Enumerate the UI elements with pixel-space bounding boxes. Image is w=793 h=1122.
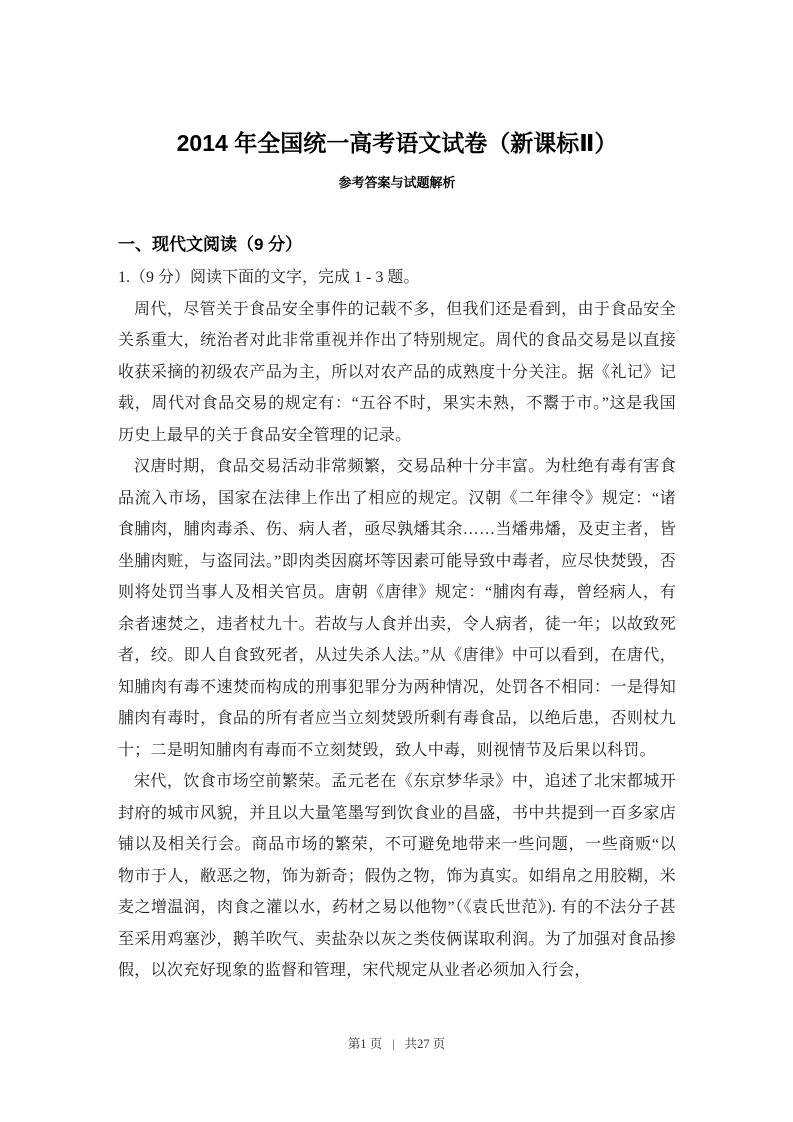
question-intro: 1.（9 分）阅读下面的文字，完成 1 - 3 题。 <box>118 269 420 286</box>
body-paragraph: 周代，尽管关于食品安全事件的记载不多，但我们还是看到，由于食品安全关系重大，统治者对此非常重视并作出了特别规定。周代的食品交易是以直接收获采摘的初级农产品为主，所以对农产品的成熟度十分关注。据《礼记》记载，周代对食品交易的规定有：“五谷不时，果实未熟，不鬻于市。”这是我国历史上最早的关于食品安全管理的记录。 <box>118 300 676 444</box>
body-paragraph: 汉唐时期，食品交易活动非常频繁，交易品种十分丰富。为杜绝有毒有害食品流入市场，国家在法律上作出了相应的规定。汉朝《二年律令》规定：“诸食脯肉，脯肉毒杀、伤、病人者，亟尽孰燔其余……当燔弗燔，及吏主者，皆坐脯肉赃，与盗同法。”即肉类因腐坏等因素可能导致中毒者，应尽快焚毁，否则将处罚当事人及相关官员。唐朝《唐律》规定：“脯肉有毒，曾经病人，有余者速焚之，违者杖九十。若故与人食并出卖，令人病者，徒一年；以故致死者，绞。即人自食致死者，从过失杀人法。”从《唐律》中可以看到，在唐代，知脯肉有毒不速焚而构成的刑事犯罪分为两种情况，处罚各不相同：一是得知脯肉有毒时，食品的所有者应当立刻焚毁所剩有毒食品，以绝后患，否则杖九十；二是明知脯肉有毒而不立刻焚毁，致人中毒，则视情节及后果以科罚。 <box>118 458 676 759</box>
footer-separator: | <box>392 1037 395 1051</box>
section-heading: 一、现代文阅读（9 分） <box>118 235 303 254</box>
document-subtitle: 参考答案与试题解析 <box>338 175 456 190</box>
total-pages-label: 共27 页 <box>404 1037 446 1051</box>
page-footer <box>0 1036 793 1052</box>
body-paragraph: 宋代，饮食市场空前繁荣。孟元老在《东京梦华录》中，追述了北宋都城开封府的城市风貌，并且以大量笔墨写到饮食业的昌盛，书中共提到一百多家店铺以及相关行会。商品市场的繁荣，不可避免地带来一些问题，一些商贩“以物市于人，敝恶之物，饰为新奇；假伪之物，饰为真实。如绢帛之用胶糊，米麦之增温润，肉食之灌以水，药材之易以他物”（《袁氏世范》). 有的不法分子甚至采用鸡塞沙，鹅羊吹气、卖盐杂以灰之类伎俩谋取利润。为了加强对食品掺假，以次充好现象的监督和管理，宋代规定从业者必须加入行会， <box>118 773 676 979</box>
document-title: 2014 年全国统一高考语文试卷（新课标Ⅱ） <box>176 130 618 156</box>
current-page-label: 第1 页 <box>347 1037 383 1051</box>
